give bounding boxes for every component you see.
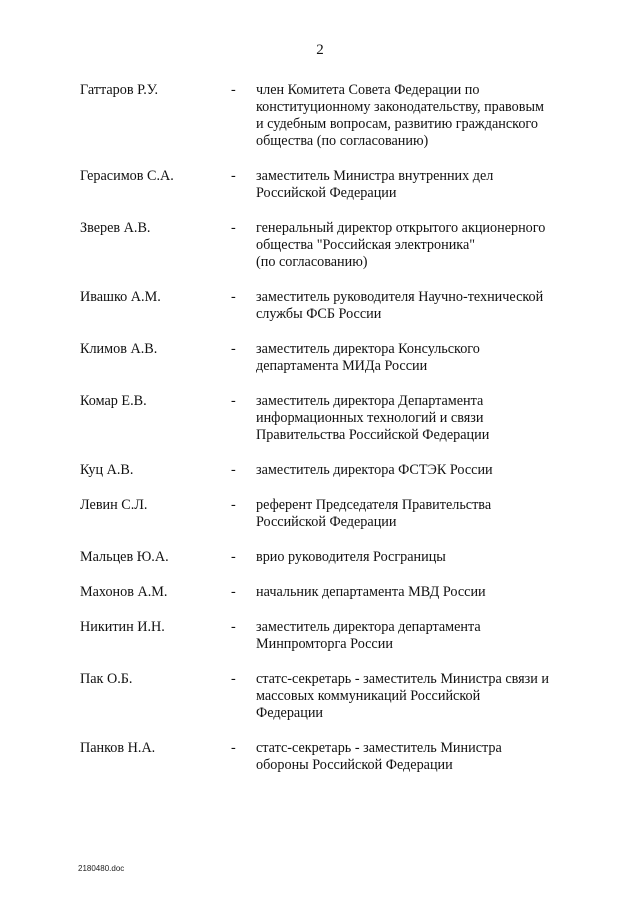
separator-dash: -	[231, 740, 236, 756]
member-name: Гаттаров Р.У.	[80, 82, 159, 98]
member-name: Панков Н.А.	[80, 740, 156, 756]
separator-dash: -	[231, 341, 236, 357]
member-role: начальник департамента МВД России	[256, 584, 486, 600]
separator-dash: -	[231, 497, 236, 513]
member-name: Махонов А.М.	[80, 584, 168, 600]
member-role: врио руководителя Росграницы	[256, 549, 446, 565]
member-role: член Комитета Совета Федерации по конституционному законодательству, правовым и судебным вопросам, развитию гражданского общества (по согласованию)	[256, 82, 544, 149]
page-number: 2	[316, 42, 324, 58]
document-filename: 2180480.doc	[78, 864, 125, 873]
member-role: заместитель директора Департамента информационных технологий и связи Правительства Российской Федерации	[256, 393, 490, 443]
separator-dash: -	[231, 393, 236, 409]
separator-dash: -	[231, 549, 236, 565]
member-role: заместитель директора Консульского департамента МИДа России	[256, 341, 480, 374]
member-name: Никитин И.Н.	[80, 619, 165, 635]
member-role: референт Председателя Правительства Российской Федерации	[256, 497, 492, 530]
separator-dash: -	[231, 220, 236, 236]
member-role: статс-секретарь - заместитель Министра связи и массовых коммуникаций Российской Федерации	[256, 671, 549, 721]
member-name: Пак О.Б.	[80, 671, 133, 687]
separator-dash: -	[231, 168, 236, 184]
member-name: Зверев А.В.	[80, 220, 151, 236]
separator-dash: -	[231, 584, 236, 600]
member-role: заместитель Министра внутренних дел Российской Федерации	[256, 168, 494, 201]
member-name: Герасимов С.А.	[80, 168, 174, 184]
separator-dash: -	[231, 462, 236, 478]
member-name: Мальцев Ю.А.	[80, 549, 169, 565]
member-role: заместитель директора департамента Минпромторга России	[256, 619, 481, 652]
member-name: Куц А.В.	[80, 462, 134, 478]
member-role: статс-секретарь - заместитель Министра обороны Российской Федерации	[256, 740, 502, 773]
member-name: Климов А.В.	[80, 341, 158, 357]
member-name: Комар Е.В.	[80, 393, 147, 409]
member-role: заместитель руководителя Научно-технической службы ФСБ России	[256, 289, 544, 322]
separator-dash: -	[231, 671, 236, 687]
separator-dash: -	[231, 82, 236, 98]
member-role: генеральный директор открытого акционерного общества "Российская электроника" (по согласованию)	[256, 220, 546, 270]
member-name: Левин С.Л.	[80, 497, 148, 513]
separator-dash: -	[231, 289, 236, 305]
member-name: Ивашко А.М.	[80, 289, 161, 305]
member-role: заместитель директора ФСТЭК России	[256, 462, 493, 478]
separator-dash: -	[231, 619, 236, 635]
